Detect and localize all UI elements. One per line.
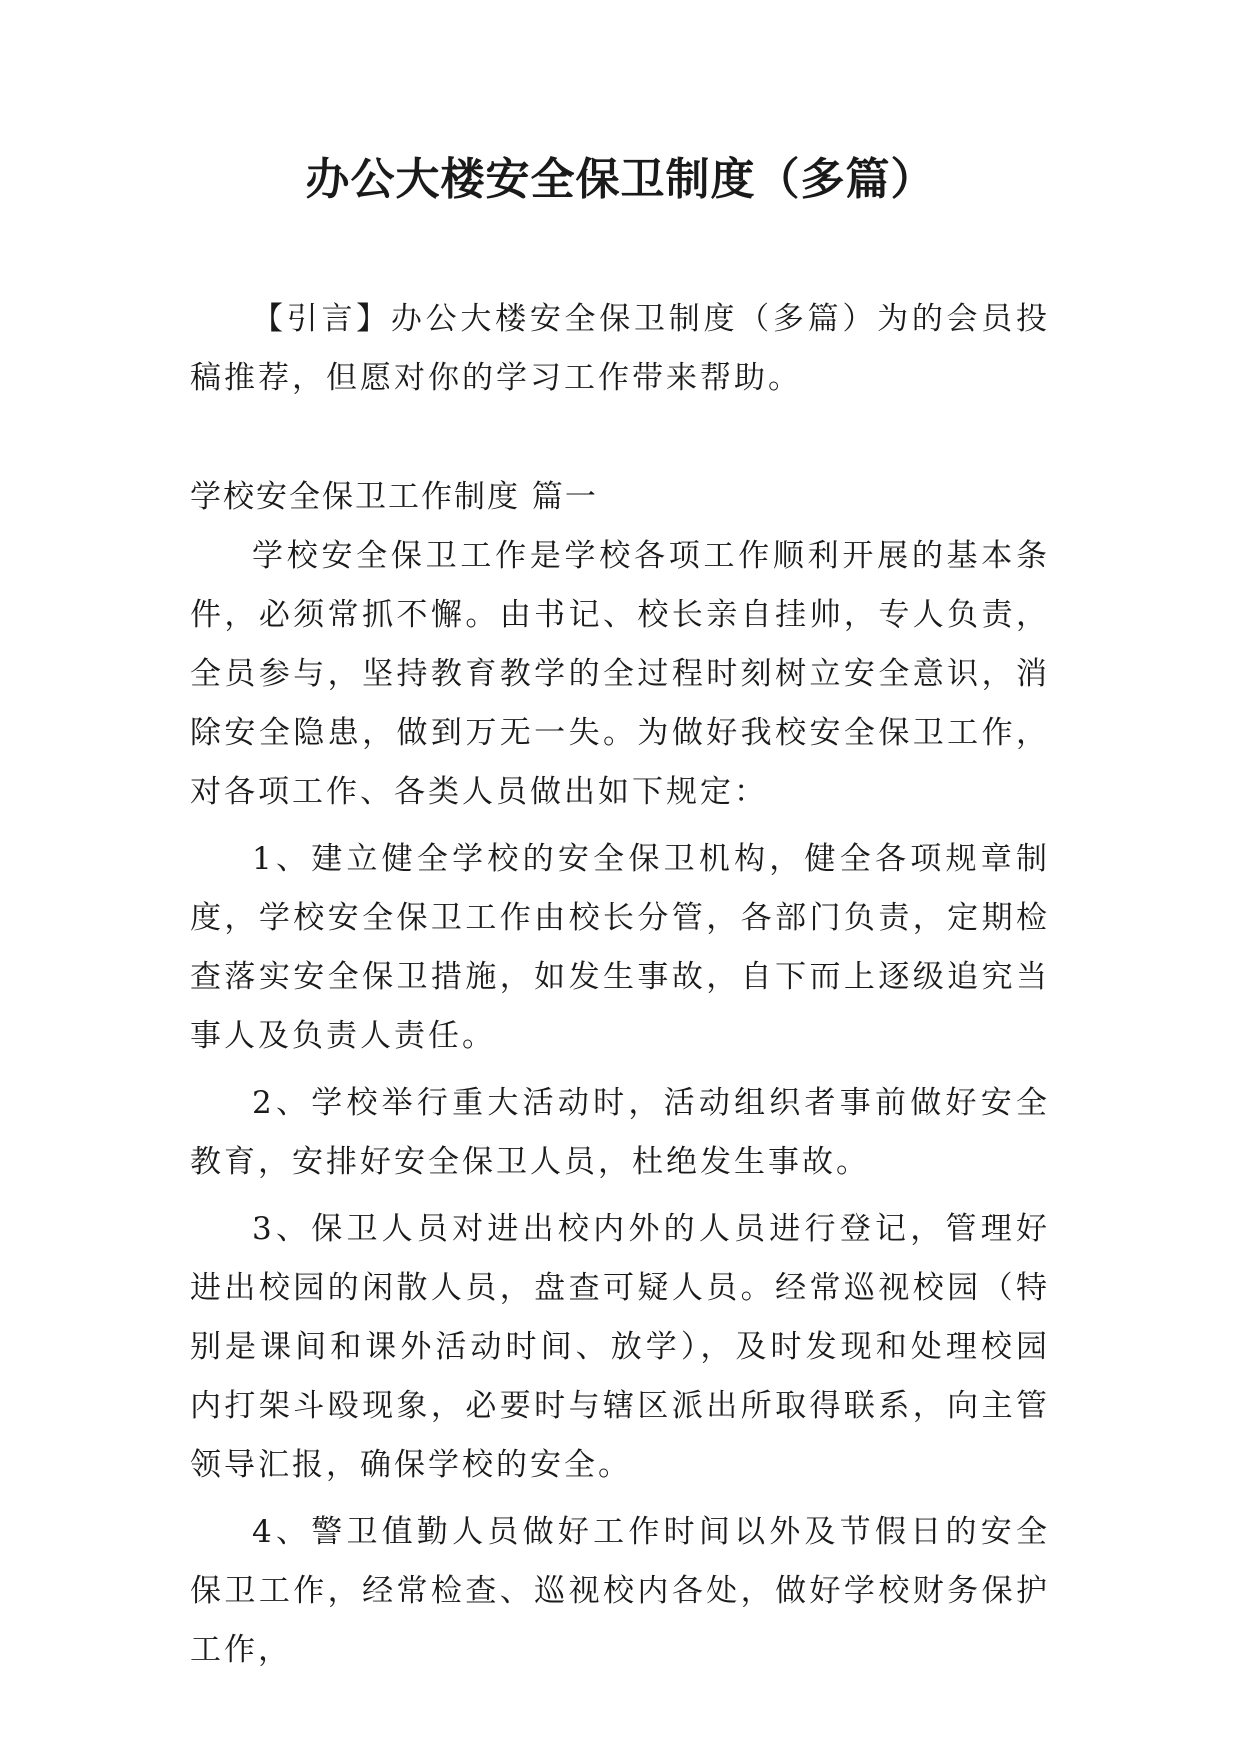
section-heading: 学校安全保卫工作制度 篇一 [190, 479, 598, 515]
document-title: 办公大楼安全保卫制度（多篇） [305, 154, 936, 205]
rule-item-2: 2、学校举行重大活动时，活动组织者事前做好安全教育，安排好安全保卫人员，杜绝发生事故。 [190, 1085, 1050, 1180]
rule-item-1: 1、建立健全学校的安全保卫机构，健全各项规章制度，学校安全保卫工作由校长分管，各部门负责，定期检查落实安全保卫措施，如发生事故，自下而上逐级追究当事人及负责人责任。 [190, 841, 1050, 1054]
body-paragraph: 学校安全保卫工作是学校各项工作顺利开展的基本条件，必须常抓不懈。由书记、校长亲自挂帅，专人负责，全员参与，坚持教育教学的全过程时刻树立安全意识，消除安全隐患，做到万无一失。为做好我校安全保卫工作，对各项工作、各类人员做出如下规定： [190, 538, 1050, 810]
rule-item-3: 3、保卫人员对进出校内外的人员进行登记，管理好进出校园的闲散人员，盘查可疑人员。经常巡视校园（特别是课间和课外活动时间、放学），及时发现和处理校园内打架斗殴现象，必要时与辖区派出所取得联系，向主管领导汇报，确保学校的安全。 [190, 1211, 1050, 1483]
rule-item-4: 4、警卫值勤人员做好工作时间以外及节假日的安全保卫工作，经常检查、巡视校内各处，做好学校财务保护工作， [190, 1514, 1050, 1668]
document-body [190, 290, 1050, 1680]
intro-paragraph: 【引言】办公大楼安全保卫制度（多篇）为的会员投稿推荐，但愿对你的学习工作带来帮助。 [190, 301, 1050, 396]
